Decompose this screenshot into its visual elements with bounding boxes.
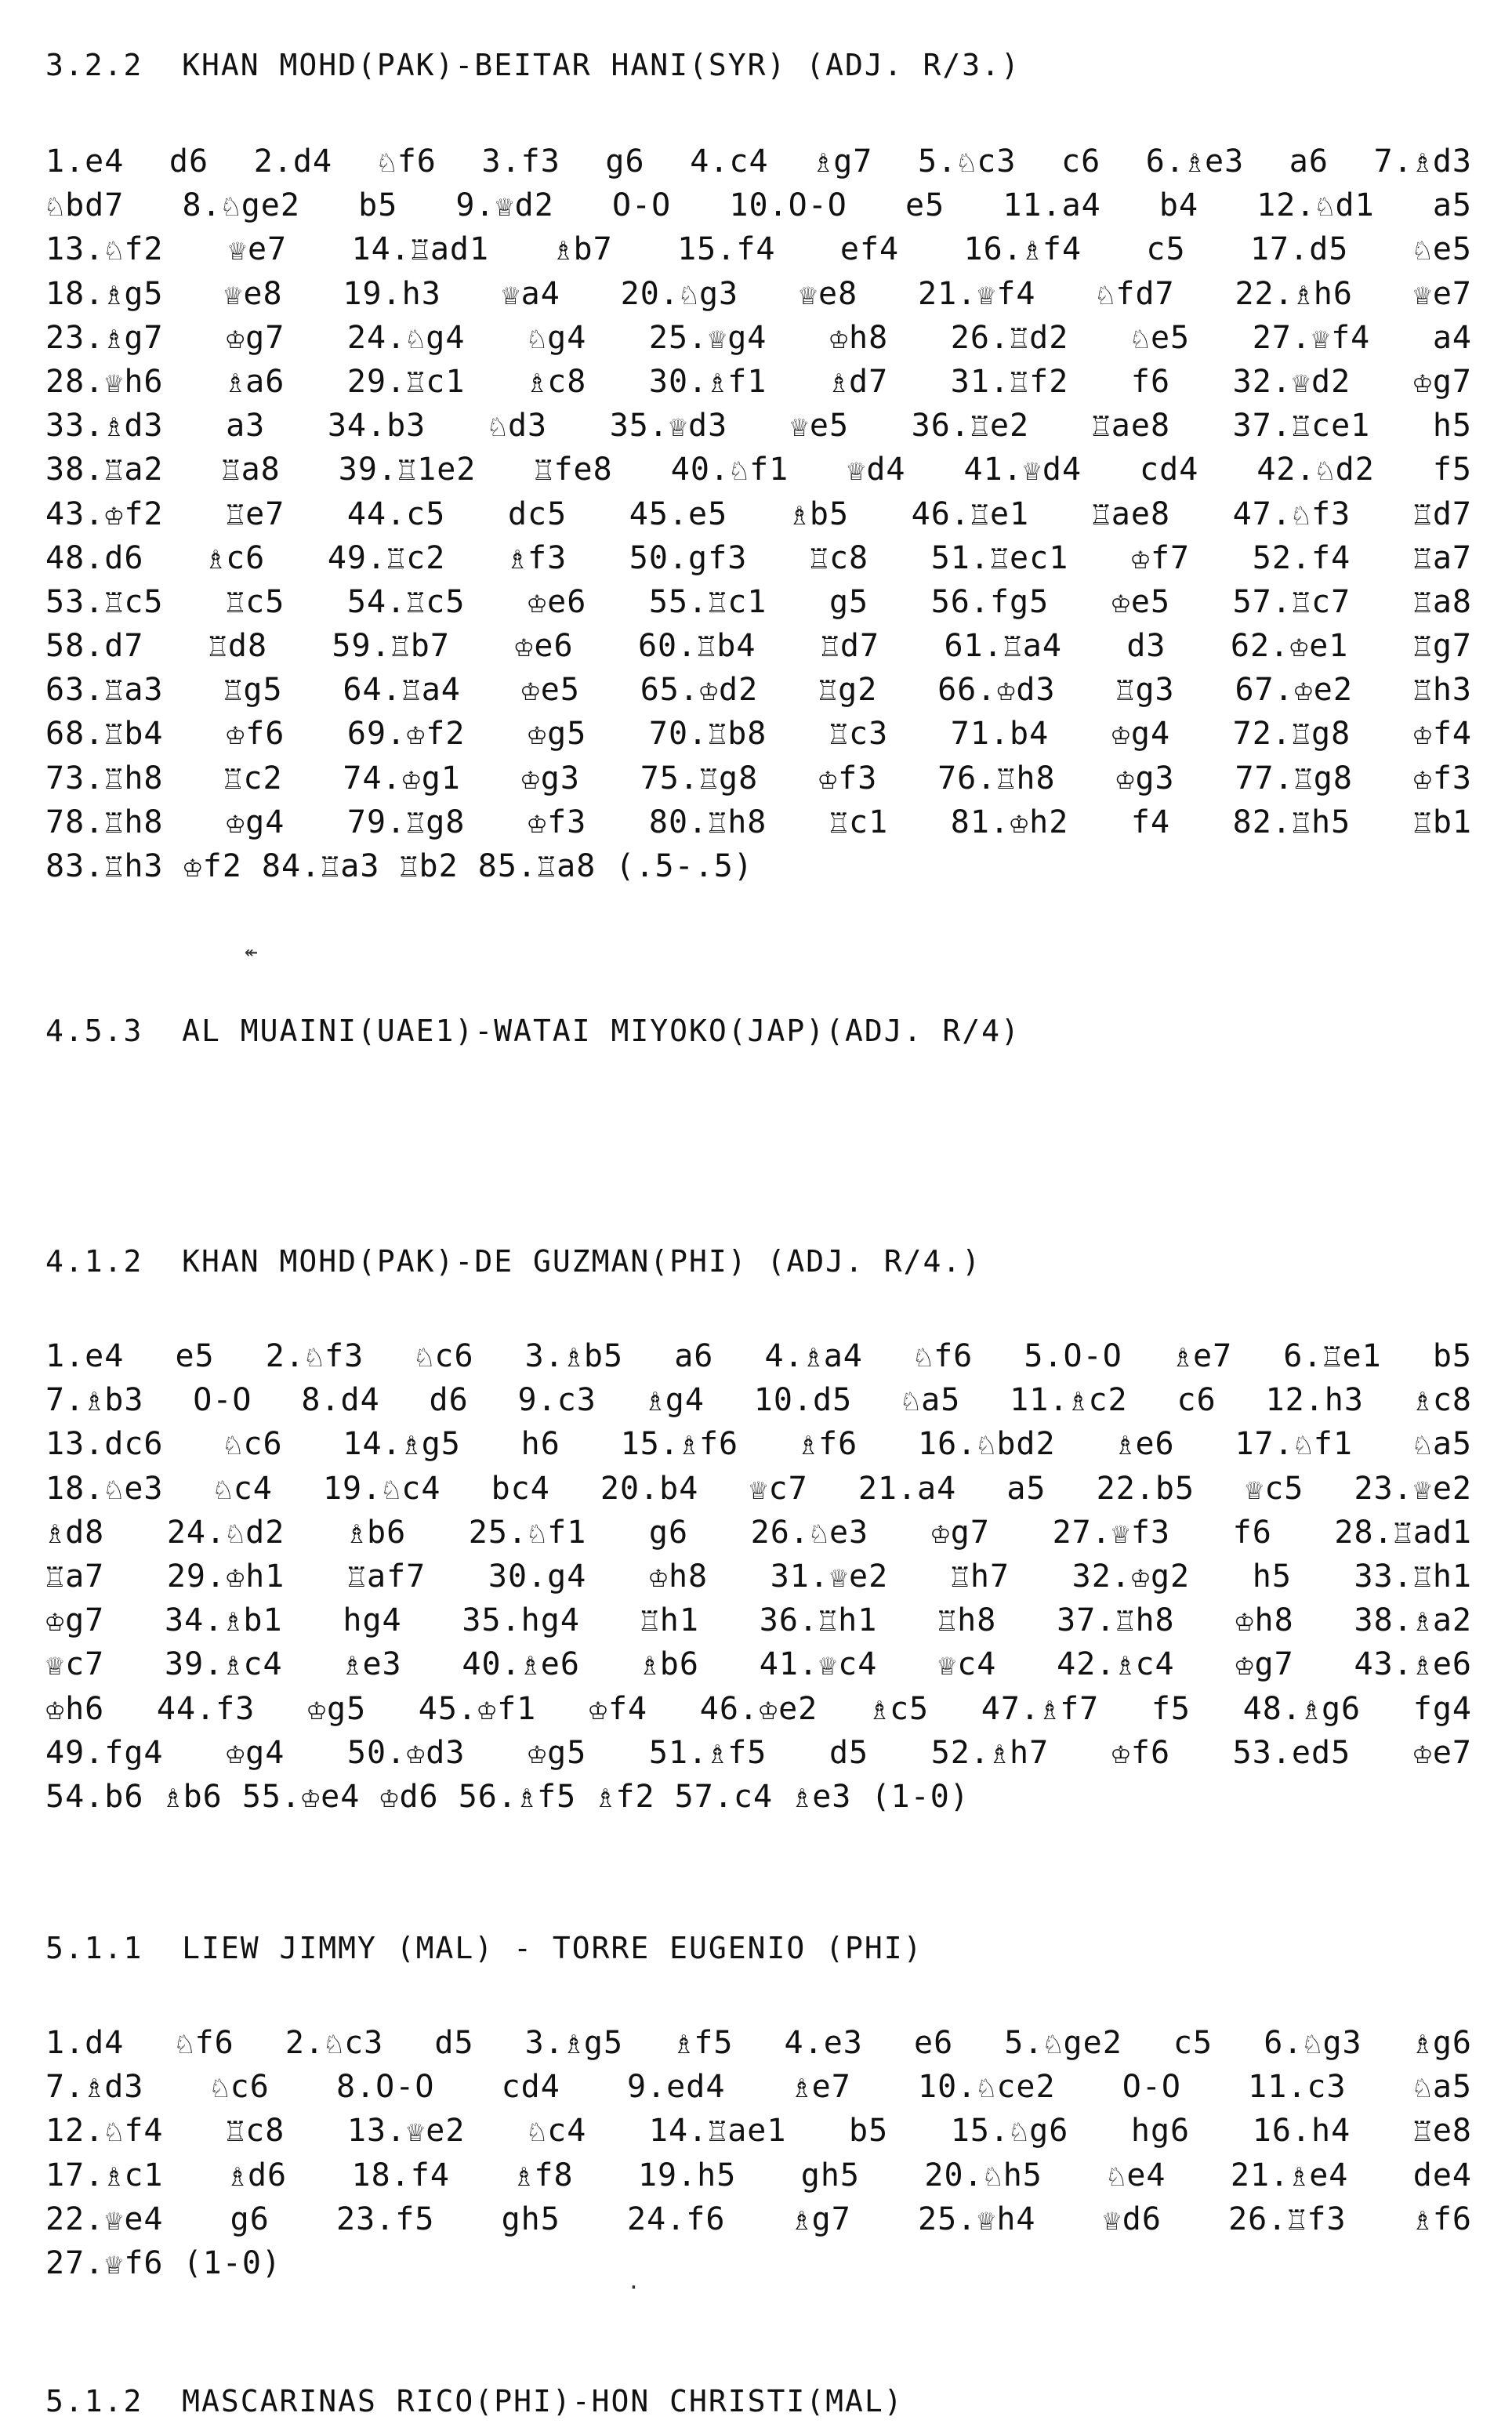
move-line: 18.♘e3 ♘c4 19.♘c4 bc4 20.b4 ♕c7 21.a4 a5 22.b5 ♕c5 23.♕e2	[45, 1470, 1472, 1507]
move-line: 13.♘f2 ♕e7 14.♖ad1 ♗b7 15.f4 ef4 16.♗f4 c5 17.d5 ♘e5	[45, 231, 1472, 268]
move-line: 58.d7 ♖d8 59.♖b7 ♔e6 60.♖b4 ♖d7 61.♖a4 d3 62.♔e1 ♖g7	[45, 628, 1472, 665]
move-line: ♔h6 44.f3 ♔g5 45.♔f1 ♔f4 46.♔e2 ♗c5 47.♗f7 f5 48.♗g6 fg4	[45, 1690, 1472, 1727]
move-line: 28.♕h6 ♗a6 29.♖c1 ♗c8 30.♗f1 ♗d7 31.♖f2 f6 32.♕d2 ♔g7	[45, 363, 1472, 400]
move-line: ♖a7 29.♔h1 ♖af7 30.g4 ♔h8 31.♕e2 ♖h7 32.♔g2 h5 33.♖h1	[45, 1558, 1472, 1595]
move-line: 63.♖a3 ♖g5 64.♖a4 ♔e5 65.♔d2 ♖g2 66.♔d3 ♖g3 67.♔e2 ♖h3	[45, 672, 1472, 709]
move-line: 38.♖a2 ♖a8 39.♖1e2 ♖fe8 40.♘f1 ♕d4 41.♕d4 cd4 42.♘d2 f5	[45, 452, 1472, 488]
move-line: 1.e4 d6 2.d4 ♘f6 3.f3 g6 4.c4 ♗g7 5.♘c3 c6 6.♗e3 a6 7.♗d3	[45, 143, 1472, 180]
move-line: 33.♗d3 a3 34.b3 ♘d3 35.♕d3 ♕e5 36.♖e2 ♖ae8 37.♖ce1 h5	[45, 408, 1472, 444]
move-line: 17.♗c1 ♗d6 18.f4 ♗f8 19.h5 gh5 20.♘h5 ♘e4 21.♗e4 de4	[45, 2157, 1472, 2193]
move-line: ♕c7 39.♗c4 ♗e3 40.♗e6 ♗b6 41.♕c4 ♕c4 42.♗c4 ♔g7 43.♗e6	[45, 1646, 1472, 1683]
move-line: 53.♖c5 ♖c5 54.♖c5 ♔e6 55.♖c1 g5 56.fg5 ♔e5 57.♖c7 ♖a8	[45, 583, 1472, 620]
game-heading-4-5-3: 4.5.3 AL MUAINI(UAE1)-WATAI MIYOKO(JAP)(ADJ. R/4)	[45, 1014, 1021, 1048]
move-line: 73.♖h8 ♖c2 74.♔g1 ♔g3 75.♖g8 ♔f3 76.♖h8 ♔g3 77.♖g8 ♔f3	[45, 760, 1472, 796]
move-line: ♘bd7 8.♘ge2 b5 9.♕d2 O-O 10.O-O e5 11.a4 b4 12.♘d1 a5	[45, 187, 1472, 224]
stray-ink-mark: ↞	[245, 938, 258, 964]
move-line: 7.♗d3 ♘c6 8.O-O cd4 9.ed4 ♗e7 10.♘ce2 O-O 11.c3 ♘a5	[45, 2069, 1472, 2106]
game-moves-3-2-2	[45, 140, 1472, 888]
move-line: 18.♗g5 ♕e8 19.h3 ♕a4 20.♘g3 ♕e8 21.♕f4 ♘fd7 22.♗h6 ♕e7	[45, 275, 1472, 312]
move-line: 78.♖h8 ♔g4 79.♖g8 ♔f3 80.♖h8 ♖c1 81.♔h2 f4 82.♖h5 ♖b1	[45, 804, 1472, 840]
move-line: 43.♔f2 ♖e7 44.c5 dc5 45.e5 ♗b5 46.♖e1 ♖ae8 47.♘f3 ♖d7	[45, 495, 1472, 532]
move-line: 1.e4 e5 2.♘f3 ♘c6 3.♗b5 a6 4.♗a4 ♘f6 5.O-O ♗e7 6.♖e1 b5	[45, 1338, 1472, 1374]
move-line: 13.dc6 ♘c6 14.♗g5 h6 15.♗f6 ♗f6 16.♘bd2 ♗e6 17.♘f1 ♘a5	[45, 1426, 1472, 1463]
move-line: 7.♗b3 O-O 8.d4 d6 9.c3 ♗g4 10.d5 ♘a5 11.♗c2 c6 12.h3 ♗c8	[45, 1382, 1472, 1419]
game-heading-5-1-2: 5.1.2 MASCARINAS RICO(PHI)-HON CHRISTI(MAL)	[45, 2384, 904, 2418]
move-line: 68.♖b4 ♔f6 69.♔f2 ♔g5 70.♖b8 ♖c3 71.b4 ♔g4 72.♖g8 ♔f4	[45, 716, 1472, 753]
move-line: 22.♕e4 g6 23.f5 gh5 24.f6 ♗g7 25.♕h4 ♕d6 26.♖f3 ♗f6	[45, 2201, 1472, 2237]
game-heading-3-2-2: 3.2.2 KHAN MOHD(PAK)-BEITAR HANI(SYR) (ADJ. R/3.)	[45, 48, 1021, 82]
move-line: 12.♘f4 ♖c8 13.♕e2 ♘c4 14.♖ae1 b5 15.♘g6 hg6 16.h4 ♖e8	[45, 2113, 1472, 2150]
move-line: ♔g7 34.♗b1 hg4 35.hg4 ♖h1 36.♖h1 ♖h8 37.♖h8 ♔h8 38.♗a2	[45, 1602, 1472, 1639]
move-line: ♗d8 24.♘d2 ♗b6 25.♘f1 g6 26.♘e3 ♔g7 27.♕f3 f6 28.♖ad1	[45, 1514, 1472, 1551]
game-moves-5-1-1	[45, 2021, 1472, 2285]
game-moves-4-1-2	[45, 1334, 1472, 1819]
move-line: 83.♖h3 ♔f2 84.♖a3 ♖b2 85.♖a8 (.5-.5)	[45, 848, 753, 884]
move-line: 23.♗g7 ♔g7 24.♘g4 ♘g4 25.♕g4 ♔h8 26.♖d2 ♘e5 27.♕f4 a4	[45, 319, 1472, 356]
stray-ink-dot: ·	[627, 2274, 640, 2300]
game-heading-5-1-1: 5.1.1 LIEW JIMMY (MAL) - TORRE EUGENIO (PHI)	[45, 1931, 923, 1965]
move-line: 54.b6 ♗b6 55.♔e4 ♔d6 56.♗f5 ♗f2 57.c4 ♗e3 (1-0)	[45, 1778, 970, 1815]
move-line: 48.d6 ♗c6 49.♖c2 ♗f3 50.gf3 ♖c8 51.♖ec1 ♔f7 52.f4 ♖a7	[45, 539, 1472, 576]
move-line: 49.fg4 ♔g4 50.♔d3 ♔g5 51.♗f5 d5 52.♗h7 ♔f6 53.ed5 ♔e7	[45, 1734, 1472, 1771]
game-heading-4-1-2: 4.1.2 KHAN MOHD(PAK)-DE GUZMAN(PHI) (ADJ. R/4.)	[45, 1244, 982, 1279]
move-line: 1.d4 ♘f6 2.♘c3 d5 3.♗g5 ♗f5 4.e3 e6 5.♘ge2 c5 6.♘g3 ♗g6	[45, 2025, 1472, 2061]
move-line: 27.♕f6 (1-0)	[45, 2244, 281, 2281]
